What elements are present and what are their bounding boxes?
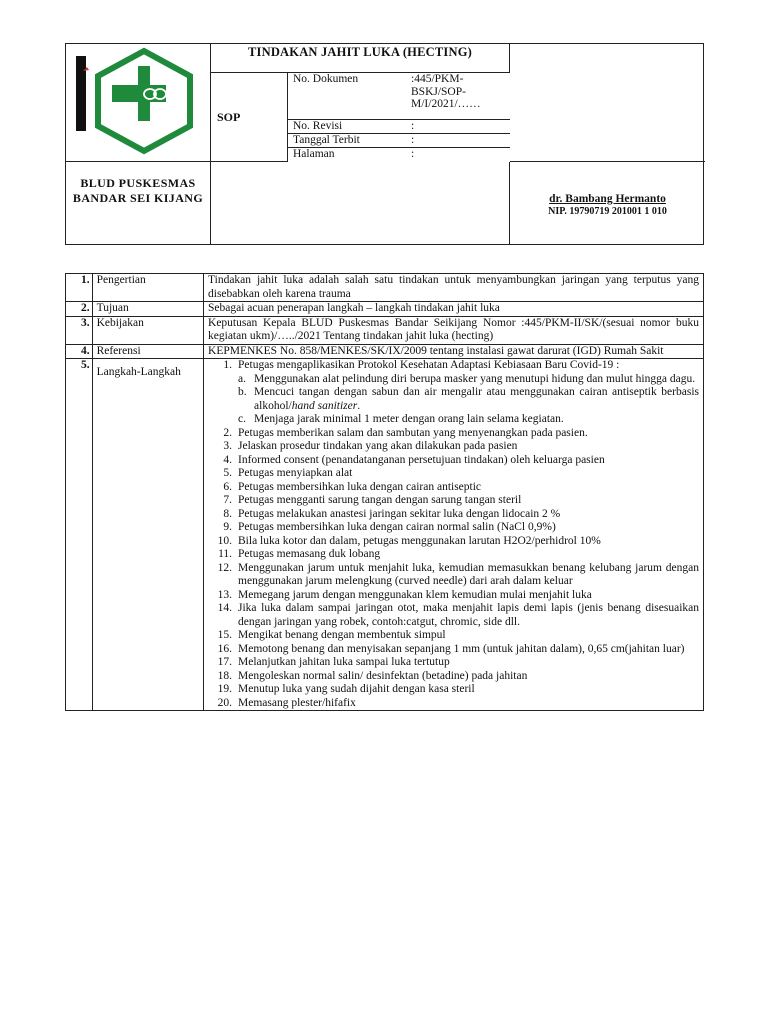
table-row [66,316,704,344]
list-item [208,440,699,454]
list-item [208,508,699,522]
step-number: 8. [223,507,233,520]
step-text: Memotong benang dan menyisakan sepanjang 1 mm (untuk jahitan dalam), 0,65 cm(jahitan luar) [238,642,685,655]
substep-tail: . [357,399,361,412]
section-content: Keputusan Kepala BLUD Puskesmas Bandar Seikijang Nomor :445/PKM-II/SK/(sesuai nomor buku kegiatan ukm)/…../2021 Tentang tindakan jahit luka (hecting) [204,316,704,344]
list-item [208,467,699,481]
list-item [208,683,699,697]
step-number: 11. [218,548,233,560]
signatory-name: dr. Bambang Hermanto [549,193,666,205]
list-item [208,359,699,427]
step-number: 5. [223,467,233,479]
signatory-nip: NIP. 19790719 201001 1 010 [548,206,667,217]
step-text: Jika luka dalam sampai jaringan otot, maka menjahit lapis demi lapis (jenis benang disesuaikan dengan jaringan yang robek, contoh:catgut, chromic, side dll. [238,602,699,628]
step-number: 12. [217,561,233,574]
step-number: 17. [217,656,233,668]
meta-value: : [411,134,415,146]
substep-text: Menjaga jarak minimal 1 meter dengan orang lain selama kegiatan. [254,413,564,425]
step-number: 4. [223,453,233,466]
substep-text: Menggunakan alat pelindung diri berupa masker yang menutupi hidung dan mulut hingga dagu. [254,372,696,385]
list-item [238,386,699,413]
organization-name: BLUD PUSKESMAS BANDAR SEI KIJANG [66,162,211,245]
logo-cell [66,44,211,162]
list-item [238,373,699,387]
step-text: Petugas menyiapkan alat [238,467,353,479]
section-content: Sebagai acuan penerapan langkah – langkah tindakan jahit luka [204,302,704,317]
substep-text: Mencuci tangan dengan sabun dan air mengalir atau menggunakan cairan antiseptik berbasis alkohol/ [254,386,699,412]
section-number: 5. [66,359,93,711]
list-item [208,697,699,711]
list-item [208,494,699,508]
step-number: 9. [223,521,233,533]
step-text: Informed consent (penandatanganan persetujuan tindakan) oleh keluarga pasien [238,453,605,466]
document-meta [288,73,510,162]
meta-row-issue-date [288,134,510,148]
list-item [208,602,699,629]
table-row [66,302,704,317]
step-text: Memegang jarum dengan menggunakan klem kemudian mulai menjahit luka [238,588,592,601]
step-number: 14. [217,602,233,614]
signature-block [510,162,705,245]
meta-row-document-number [288,73,510,120]
step-text: Petugas melakukan anastesi jaringan sekitar luka dengan lidocain 2 % [238,507,561,520]
meta-value: :445/PKM-BSKJ/SOP-M/I/2021/…… [411,73,481,110]
list-item [208,535,699,549]
list-item [238,413,699,427]
table-row [66,359,704,711]
substep-letter: b. [238,386,247,398]
sop-label: SOP [211,73,288,162]
step-number: 7. [223,494,233,506]
step-number: 18. [217,669,233,682]
list-item [208,589,699,603]
step-text: Petugas memasang duk lobang [238,548,381,560]
step-number: 2. [223,426,233,439]
substep-italic-term: hand sanitizer [291,399,358,412]
sop-content-table [65,273,704,711]
step-text: Petugas mengaplikasikan Protokol Kesehatan Adaptasi Kebiasaan Baru Covid-19 : [238,359,620,371]
step-text: Memasang plester/hifafix [238,696,356,709]
substep-letter: c. [238,413,246,425]
section-label: Kebijakan [92,316,203,344]
meta-label: No. Dokumen [293,73,359,85]
document-title: TINDAKAN JAHIT LUKA (HECTING) [211,44,510,73]
step-text: Mengikat benang dengan membentuk simpul [238,629,446,641]
step-number: 13. [217,588,233,601]
section-number: 4. [66,344,93,359]
list-item [208,521,699,535]
step-text: Jelaskan prosedur tindakan yang akan dilakukan pada pasien [238,440,518,452]
list-item [208,629,699,643]
step-number: 19. [217,683,233,695]
step-text: Bila luka kotor dan dalam, petugas menggunakan larutan H2O2/perhidrol 10% [238,534,601,547]
table-row [66,274,704,302]
section-label: Pengertian [92,274,203,302]
section-number: 2. [66,302,93,317]
step-number: 3. [223,440,233,452]
sop-header [65,43,704,245]
step-text: Menggunakan jarum untuk menjahit luka, kemudian memasukkan benang kelubang jarum dengan menggunakan jarum melengkung (curved needle) dari arah dalam keluar [238,561,699,587]
step-text: Petugas mengganti sarung tangan dengan sarung tangan steril [238,494,522,506]
section-content: KEPMENKES No. 858/MENKES/SK/IX/2009 tentang instalasi gawat darurat (IGD) Rumah Sakit [204,344,704,359]
section-label: Tujuan [92,302,203,317]
step-number: 6. [223,480,233,493]
steps-list [208,359,699,710]
step-number: 10. [217,534,233,547]
step-number: 15. [217,629,233,641]
step-text: Mengoleskan normal salin/ desinfektan (betadine) pada jahitan [238,669,528,682]
section-number: 3. [66,316,93,344]
list-item [208,670,699,684]
step-number: 20. [217,696,233,709]
substep-letter: a. [238,372,246,385]
list-item [208,481,699,495]
step-text: Menutup luka yang sudah dijahit dengan kasa steril [238,683,475,695]
section-content: Tindakan jahit luka adalah salah satu tindakan untuk menyambungkan jaringan yang terputus yang disebabkan oleh karena trauma [204,274,704,302]
meta-row-revision [288,120,510,134]
list-item [208,427,699,441]
meta-value: : [411,120,415,132]
step-number: 1. [223,359,233,371]
puskesmas-logo-icon [66,44,211,162]
table-row [66,344,704,359]
step-text: Petugas membersihkan luka dengan cairan normal salin (NaCl 0,9%) [238,521,556,533]
steps-cell [204,359,704,711]
section-label: Langkah-Langkah [92,359,203,711]
step-text: Petugas memberikan salam dan sambutan yang menyenangkan pada pasien. [238,426,588,439]
meta-value: : [411,148,415,160]
step-number: 16. [217,642,233,655]
section-label: Referensi [92,344,203,359]
list-item [208,643,699,657]
meta-label: Halaman [293,148,335,160]
meta-label: No. Revisi [293,120,343,132]
list-item [208,562,699,589]
substeps-list [238,373,699,427]
step-text: Petugas membersihkan luka dengan cairan antiseptic [238,480,482,493]
section-number: 1. [66,274,93,302]
list-item [208,548,699,562]
header-right-top [510,44,705,162]
list-item [208,454,699,468]
header-middle-blank [211,162,510,245]
list-item [208,656,699,670]
step-text: Melanjutkan jahitan luka sampai luka tertutup [238,656,450,668]
meta-row-page [288,148,510,162]
meta-label: Tanggal Terbit [293,134,360,146]
